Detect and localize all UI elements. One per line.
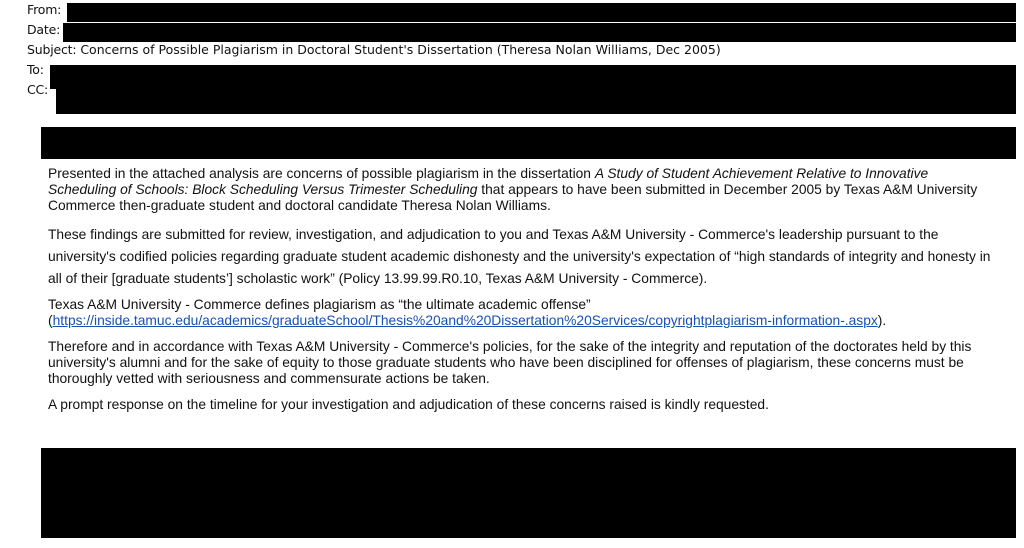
- dissertation-title: A Study of Student Achievement Relative to Innovative Scheduling of Schools: Block Scheduling Versus Trimester Scheduling: [48, 166, 929, 197]
- greeting-redaction: [41, 127, 1016, 159]
- paragraph-timeline: A prompt response on the timeline for your investigation and adjudication of these concerns raised is kindly requested.: [48, 397, 769, 412]
- date-redaction: [63, 23, 1016, 42]
- subject-row: [0, 40, 1024, 60]
- signature-redaction: [41, 448, 1016, 538]
- paragraph-intro: Presented in the attached analysis are concerns of possible plagiarism in the dissertation A Study of Student Achievement Relative to Innovative Scheduling of Schools: Block Scheduling Versus Trimester Scheduling that appears to have been submitted in December 2005 by Texas A&M University Commerce then-graduate student and doctoral candidate Theresa Nolan Williams.: [48, 166, 978, 213]
- from-redaction: [67, 3, 1016, 22]
- subject-value: Concerns of Possible Plagiarism in Doctoral Student's Dissertation (Theresa Nolan Williams, Dec 2005): [80, 42, 721, 57]
- from-label: From:: [27, 2, 62, 17]
- paragraph-definition: Texas A&M University - Commerce defines plagiarism as “the ultimate academic offense” (https://inside.tamuc.edu/academics/graduateSchool/Thesis%20and%20Dissertation%20Services/copyrightplagiarism-information-.aspx).: [48, 297, 887, 328]
- date-label: Date:: [27, 22, 61, 37]
- to-redaction: [50, 65, 1016, 89]
- paragraph-request: Therefore and in accordance with Texas A&M University - Commerce's policies, for the sake of the integrity and reputation of the doctorates held by this university's alumni and for the sake of equity to those graduate students who have been disciplined for offenses of plagiarism, these concerns must be thoroughly vetted with seriousness and commensurate actions be taken.: [48, 339, 972, 386]
- policy-link[interactable]: https://inside.tamuc.edu/academics/graduateSchool/Thesis%20and%20Dissertation%20Services/copyrightplagiarism-information-.aspx: [52, 313, 878, 328]
- paragraph-findings: These findings are submitted for review, investigation, and adjudication to you and Texas A&M University - Commerce's leadership pursuant to the university's codified policies regarding graduate student academic dishonesty and the university's expectation of “high standards of integrity and honesty in all of their [graduate students’] scholastic work” (Policy 13.99.99.R0.10, Texas A&M University - Commerce).: [48, 227, 991, 286]
- to-label: To:: [27, 62, 44, 77]
- cc-redaction: [56, 87, 1016, 114]
- cc-label: CC:: [27, 82, 49, 97]
- subject-label: Subject:: [27, 42, 77, 57]
- email-body: [48, 166, 996, 423]
